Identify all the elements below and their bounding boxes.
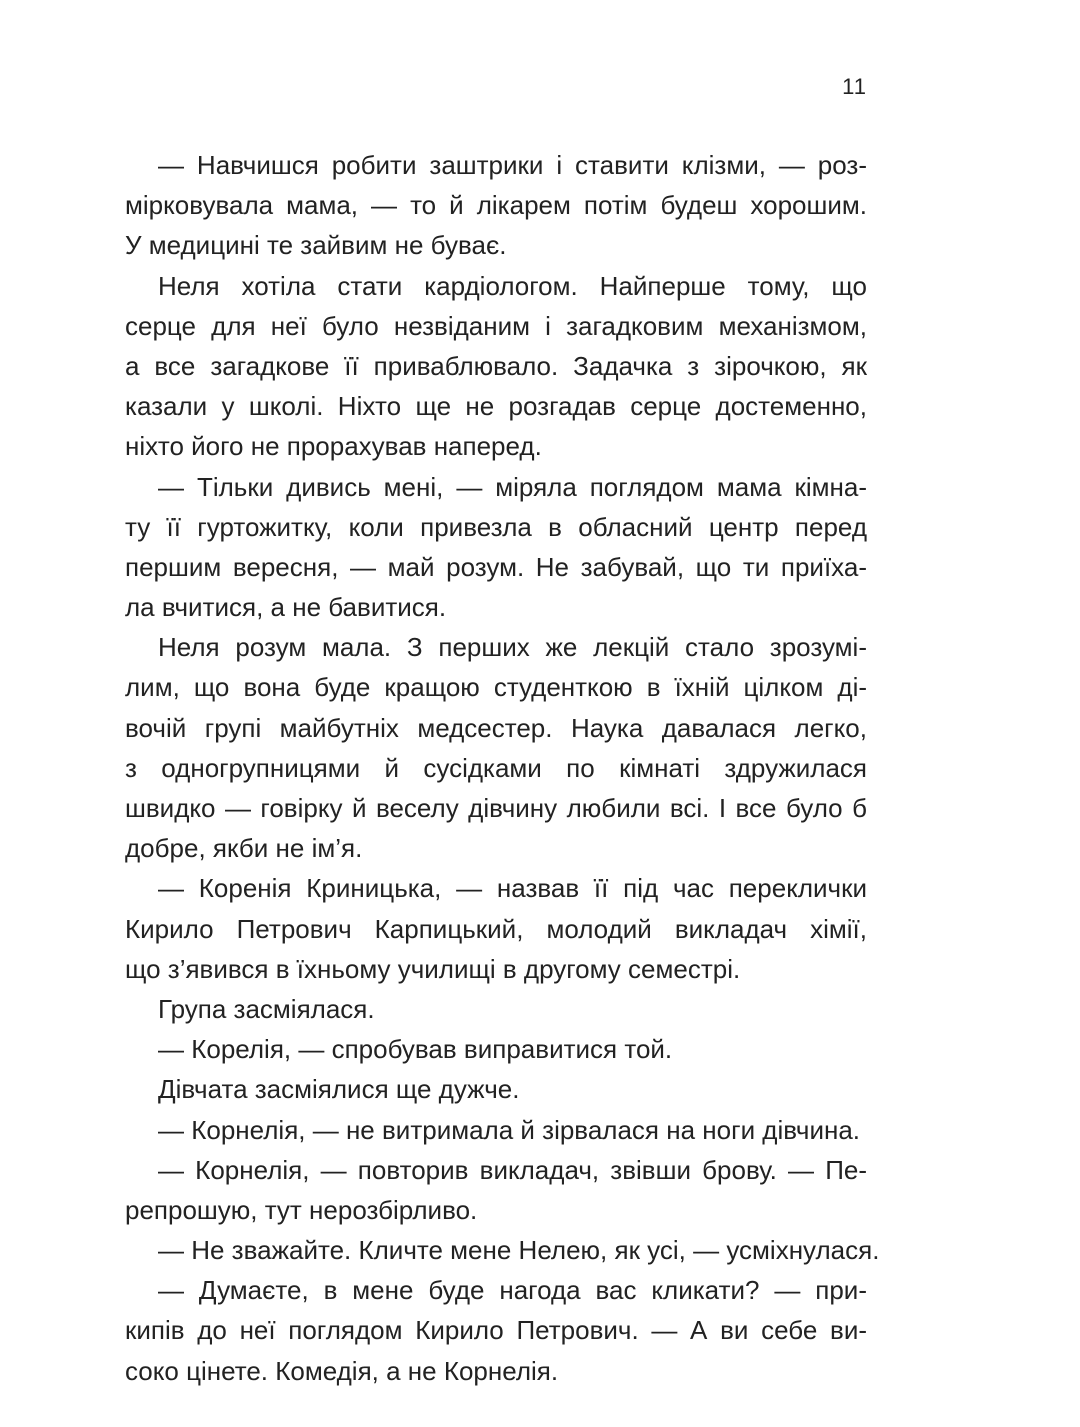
text-line: першим вересня, — май розум. Не забувай, що ти приїха- — [125, 551, 867, 582]
text-line: кипів до неї поглядом Кирило Петрович. — А ви себе ви- — [125, 1315, 867, 1346]
text-line: Дівчата засміялися ще дужче. — [158, 1074, 520, 1105]
text-line: ла вчитися, а не бавитися. — [125, 592, 447, 623]
text-line: соко цінете. Комедія, а не Корнелія. — [125, 1355, 559, 1386]
text-line: ту її гуртожитку, коли привезла в обласний центр перед — [125, 511, 867, 542]
page-number: 11 — [842, 74, 867, 99]
text-line: — Корнелія, — не витримала й зірвалася на ноги дівчина. — [158, 1114, 861, 1145]
text-line: — Навчишся робити заштрики і ставити клізми, — роз- — [158, 150, 867, 180]
text-line: Група засміялася. — [158, 993, 375, 1024]
body-text — [125, 145, 880, 1391]
text-line: лим, що вона буде кращою студенткою в їхній цілком ді- — [125, 672, 867, 703]
text-line: вочій групі майбутніх медсестер. Наука давалася легко, — [125, 712, 867, 743]
text-line: — Корелія, — спробував виправитися той. — [158, 1034, 673, 1065]
text-line: мірковувала мама, — то й лікарем потім будеш хорошим. — [125, 190, 867, 221]
text-line: а все загадкове її приваблювало. Задачка з зірочкою, як — [125, 350, 867, 381]
text-line: добре, якби не ім’я. — [125, 833, 363, 864]
text-line: — Тільки дивись мені, — міряла поглядом мама кімна- — [158, 471, 867, 502]
text-line: швидко — говірку й веселу дівчину любили всі. І все було б — [125, 793, 867, 823]
text-line: з одногрупницями й сусідками по кімнаті здружилася — [125, 752, 867, 783]
text-line: — Не зважайте. Кличте мене Нелею, як усі, — усміхнулася. — [158, 1235, 880, 1266]
text-line: — Корнелія, — повторив викладач, звівши брову. — Пе- — [158, 1154, 867, 1185]
text-line: ніхто його не прорахував наперед. — [125, 431, 542, 462]
text-line: Неля розум мала. З перших же лекцій стало зрозумі- — [158, 632, 867, 663]
text-line: Кирило Петрович Карпицький, молодий викладач хімії, — [125, 913, 867, 944]
text-line: — Коренія Криницька, — назвав її під час переклички — [158, 873, 867, 904]
text-line: У медицині те зайвим не буває. — [125, 230, 507, 261]
text-line: серце для неї було незвіданим і загадковим механізмом, — [125, 310, 867, 341]
text-line: казали у школі. Ніхто ще не розгадав серце достеменно, — [125, 391, 867, 422]
text-line: — Думаєте, в мене буде нагода вас кликати? — при- — [158, 1275, 867, 1306]
text-line: що з’явився в їхньому училищі в другому семестрі. — [125, 953, 741, 984]
text-line: репрошую, тут нерозбірливо. — [125, 1194, 478, 1225]
text-line: Неля хотіла стати кардіологом. Найперше тому, що — [158, 270, 867, 301]
